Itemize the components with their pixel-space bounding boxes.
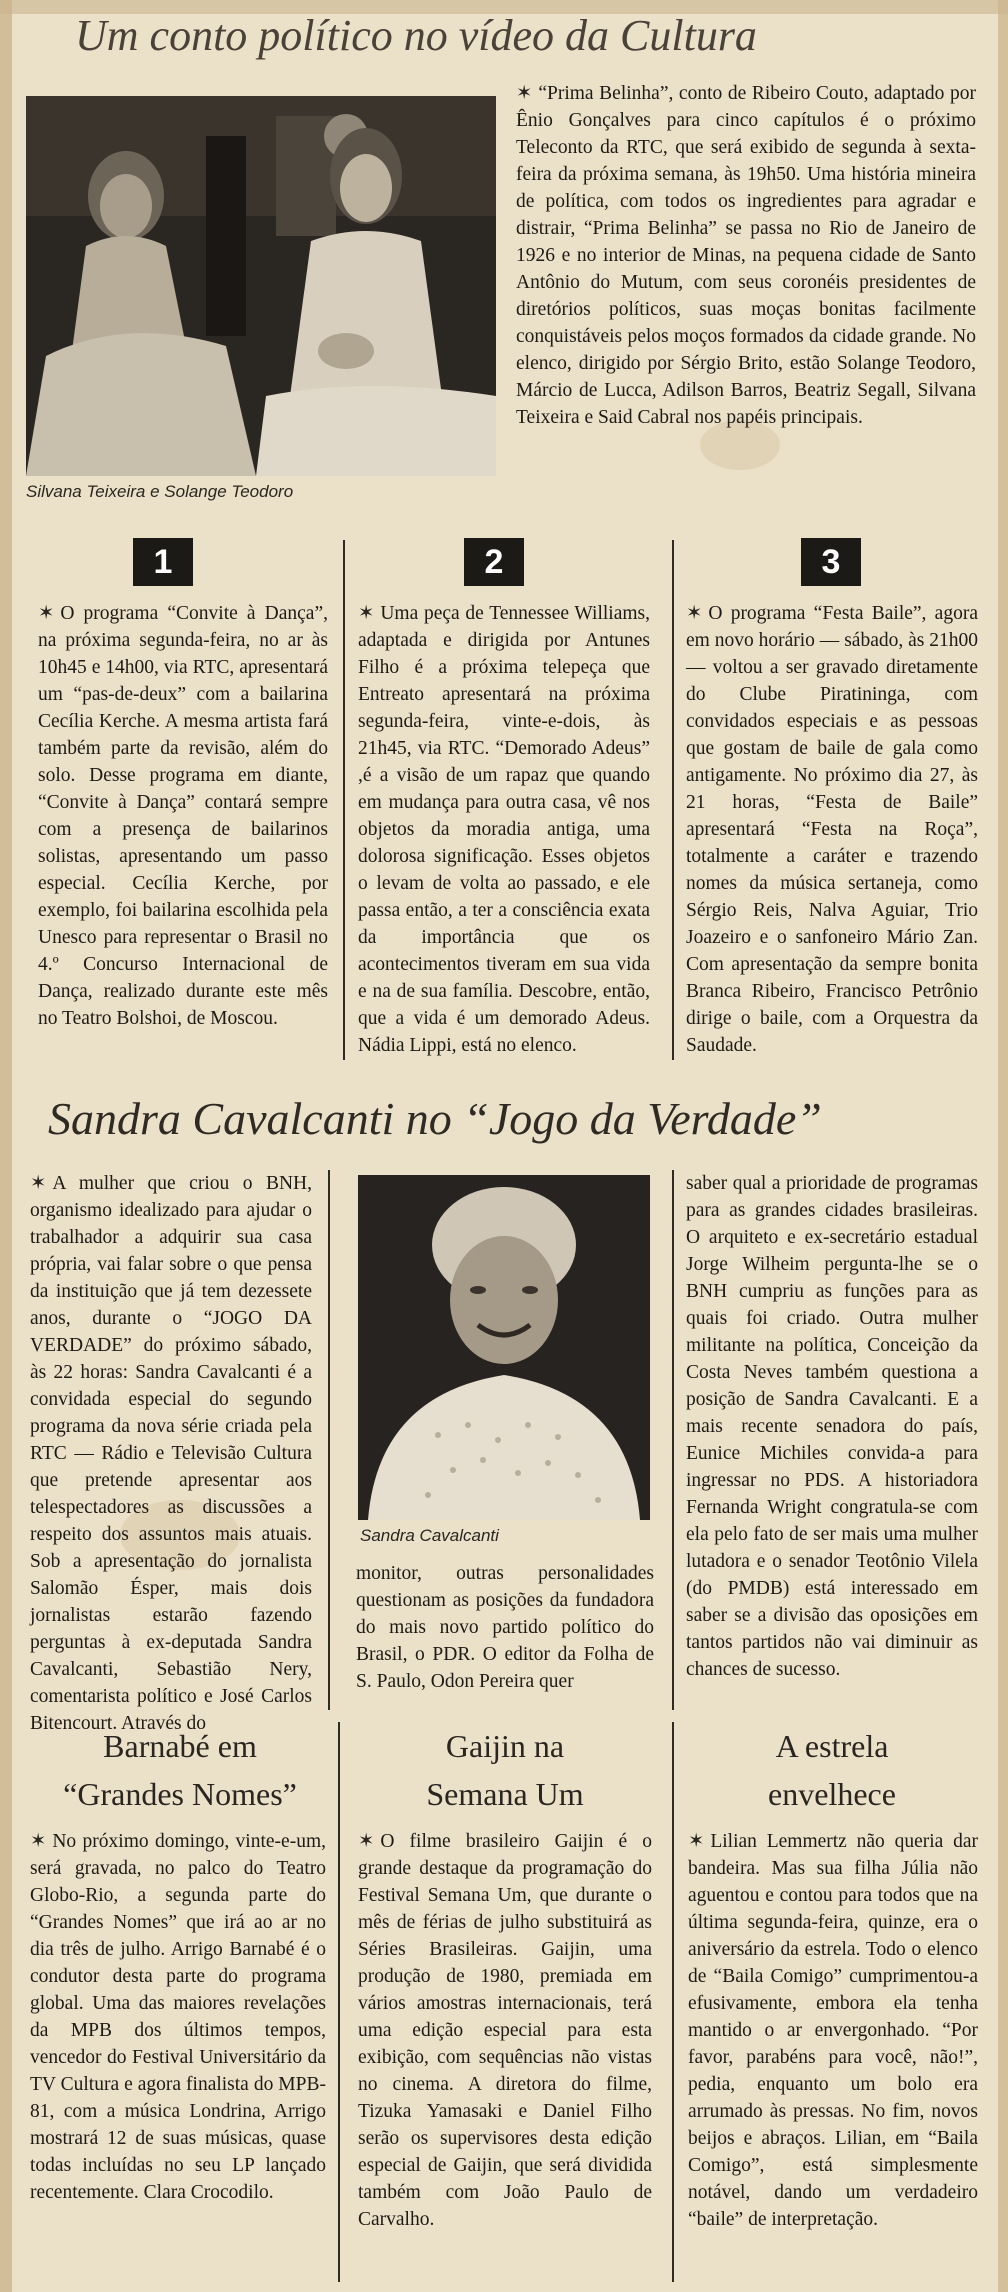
asterisk-icon: ✶	[358, 603, 375, 624]
sandra-col-3-body: saber qual a prioridade de programas para as grandes cidades brasileiras. O arquiteto e ex-secretário estadual Jorge Wilheim pergunta-lhe se o BNH cumpriu as funções para as quais foi criado. Outra mulher militante na política, Conceição da Costa Neves também questiona a posição de Sandra Cavalcanti. E a mais recente senadora do país, Eunice Michiles convida-a para ingressar no PDS. A historiadora Fernanda Wright congratula-se com ela pelo fato de ser mais uma mulher lutadora e o senador Teotônio Vilela (do PMDB) está interessado em saber se a divisão das oposições em tantos partidos não vai diminuir as chances de sucesso.	[686, 1173, 978, 1680]
sandra-col-1-body: A mulher que criou o BNH, organismo idealizado para ajudar o trabalhador a adquirir sua casa própria, vai falar sobre o que pensa da instituição que já tem dezessete anos, durante o “JOGO DA VERDADE” do próximo sábado, às 22 horas: Sandra Cavalcanti é a convidada especial do segundo programa da nova série criada pela RTC — Rádio e Televisão Cultura que pretende apresentar aos telespectadores as discussões a respeito dos assuntos mais atuais. Sob a apresentação do jornalista Salomão Ésper, mais dois jornalistas estarão fazendo perguntas à ex-deputada Sandra Cavalcanti, Sebastião Nery, comentarista político e José Carlos Bitencourt. Através do	[30, 1173, 312, 1734]
asterisk-icon: ✶	[686, 603, 703, 624]
item-3-number-box: 3	[801, 538, 861, 586]
estrela-headline	[686, 1722, 978, 1818]
column-rule	[343, 540, 345, 1060]
portrait-photo-image	[358, 1175, 650, 1520]
estrela-headline-line-1: A estrela	[775, 1728, 889, 1764]
item-2-body: Uma peça de Tennessee Williams, adaptada e dirigida por Antunes Filho é a próxima telepeça que Entreato apresentará na próxima segunda-feira, vinte-e-dois, às 21h45, via RTC. “Demorado Adeus” ,é a visão de um rapaz que quando em mudança para outra casa, vê nos objetos da moradia antiga, uma dolorosa significação. Esses objetos o levam de volta ao passado, e ele passa então, a ter a consciência exata da importância que os acontecimentos tiveram em sua vida e na de sua família. Descobre, então, que a vida é um demorado Adeus. Nádia Lippi, está no elenco.	[358, 603, 650, 1056]
top-story-headline: Um conto político no vídeo da Cultura	[75, 11, 757, 60]
paper-edge-left	[0, 0, 12, 2292]
gaijin-body: O filme brasileiro Gaijin é o grande destaque da programação do Festival Semana Um, que durante o mês de férias de julho substituirá as Séries Brasileiras. Gaijin, uma produção de 1980, premiada em vários amostras internacionais, terá uma edição especial para esta exibição, com sequências não vistas no cinema. A diretora do filme, Tizuka Yamasaki e Daniel Filho serão os supervisores desta edição especial de Gaijin, que será dividida também com João Paulo de Carvalho.	[358, 1831, 652, 2230]
top-story-text	[516, 80, 976, 431]
column-rule	[672, 1722, 674, 2282]
sandra-col-3	[686, 1170, 978, 1683]
asterisk-icon: ✶	[38, 603, 55, 624]
gaijin-headline-line-2: Semana Um	[426, 1776, 584, 1812]
barnabe-headline	[30, 1722, 330, 1818]
barnabe-text	[30, 1828, 326, 2206]
item-1-text	[38, 600, 328, 1032]
item-1-body: O programa “Convite à Dança”, na próxima segunda-feira, no ar às 10h45 e 14h00, via RTC, apresentará um “pas-de-deux” com a bailarina Cecília Kerche. A mesma artista fará também parte da revisão, além do solo. Desse programa em diante, “Convite à Dança” contará sempre com a presença de bailarinos solistas, apresentando um passo especial. Cecília Kerche, por exemplo, foi bailarina escolhida pela Unesco para representar o Brasil no 4.º Concurso Internacional de Dança, realizado durante este mês no Teatro Bolshoi, de Moscou.	[38, 603, 328, 1029]
gaijin-headline	[352, 1722, 658, 1818]
two-women-photo-image	[26, 96, 496, 476]
estrela-text	[688, 1828, 978, 2233]
teleconto-photo-caption: Silvana Teixeira e Solange Teodoro	[26, 482, 294, 501]
column-rule	[328, 1170, 330, 1710]
sandra-cavalcanti-photo	[358, 1175, 650, 1520]
item-3-text	[686, 600, 978, 1059]
item-2-number-box: 2	[464, 538, 524, 586]
barnabe-body: No próximo domingo, vinte-e-um, será gravada, no palco do Teatro Globo-Rio, a segunda parte do “Grandes Nomes” que irá ao ar no dia três de julho. Arrigo Barnabé é o condutor desta parte do programa global. Uma das maiores revelações da MPB dos últimos tempos, vencedor do Festival Universitário da TV Cultura e agora finalista do MPB-81, com a música Londrina, Arrigo mostrará 12 de suas músicas, quase todas incluídas no seu LP lançado recentemente. Clara Crocodilo.	[30, 1831, 326, 2203]
teleconto-photo	[26, 96, 496, 476]
asterisk-icon: ✶	[30, 1831, 47, 1852]
sandra-story-headline: Sandra Cavalcanti no “Jogo da Verdade”	[48, 1093, 822, 1144]
asterisk-icon: ✶	[688, 1831, 705, 1852]
asterisk-icon: ✶	[30, 1173, 47, 1194]
column-rule	[338, 1722, 340, 2282]
sandra-col-2-body: monitor, outras personalidades questionam as posições da fundadora do mais novo partido político do Brasil, o PDR. O editor da Folha de S. Paulo, Odon Pereira quer	[356, 1563, 654, 1692]
item-1-number-box: 1	[133, 538, 193, 586]
sandra-col-1	[30, 1170, 312, 1737]
asterisk-icon: ✶	[358, 1831, 375, 1852]
gaijin-headline-line-1: Gaijin na	[445, 1728, 565, 1764]
gaijin-text	[358, 1828, 652, 2233]
sandra-col-2	[356, 1560, 654, 1695]
estrela-headline-line-2: envelhece	[768, 1776, 896, 1812]
item-3-body: O programa “Festa Baile”, agora em novo horário — sábado, às 21h00 — voltou a ser gravado diretamente do Clube Piratininga, com convidados especiais e as pessoas que gostam de baile de gala como antigamente. No próximo dia 27, às 21 horas, “Festa de Baile” apresentará “Festa na Roça”, totalmente a caráter e trazendo nomes da música sertaneja, como Sérgio Reis, Nalva Aguiar, Trio Joazeiro e o sanfoneiro Mário Zan. Com apresentação da sempre bonita Branca Ribeiro, Francisco Petrônio dirige o baile, com a Orquestra da Saudade.	[686, 603, 978, 1056]
paper-edge-right	[998, 0, 1008, 2292]
barnabe-headline-line-2: “Grandes Nomes”	[63, 1776, 297, 1812]
barnabe-headline-line-1: Barnabé em	[103, 1728, 257, 1764]
column-rule	[672, 1170, 674, 1710]
sandra-photo-caption: Sandra Cavalcanti	[360, 1526, 499, 1545]
asterisk-icon: ✶	[516, 83, 533, 104]
item-2-text	[358, 600, 650, 1059]
column-rule	[672, 540, 674, 1060]
estrela-body: Lilian Lemmertz não queria dar bandeira. Mas sua filha Júlia não aguentou e contou para todos que na última segunda-feira, quinze, era o aniversário da estrela. Todo o elenco de “Baila Comigo” cumprimentou-a efusivamente, embora ela tenha mantido o ar envergonhado. “Por favor, parabéns para você, não!”, pedia, enquanto um bolo era arrumado às pressas. No fim, novos beijos e abraços. Lilian, em “Baila Comigo”, está simplesmente notável, dando um verdadeiro “baile” de interpretação.	[688, 1831, 978, 2230]
top-story-body: “Prima Belinha”, conto de Ribeiro Couto, adaptado por Ênio Gonçalves para cinco capítulos é o próximo Teleconto da RTC, que será exibido de segunda à sexta-feira da próxima semana, às 19h50. Uma história mineira de política, com todos os ingredientes para agradar e distrair, “Prima Belinha” se passa no Rio de Janeiro de 1926 e no interior de Minas, na pequena cidade de Santo Antônio do Mutum, com seus coronéis presidentes de diretórios políticos, suas moças bonitas facilmente conquistáveis pelos moços formados da cidade grande. No elenco, dirigido por Sérgio Brito, estão Solange Teodoro, Márcio de Lucca, Adilson Barros, Beatriz Segall, Silvana Teixeira e Said Cabral nos papéis principais.	[516, 83, 976, 428]
